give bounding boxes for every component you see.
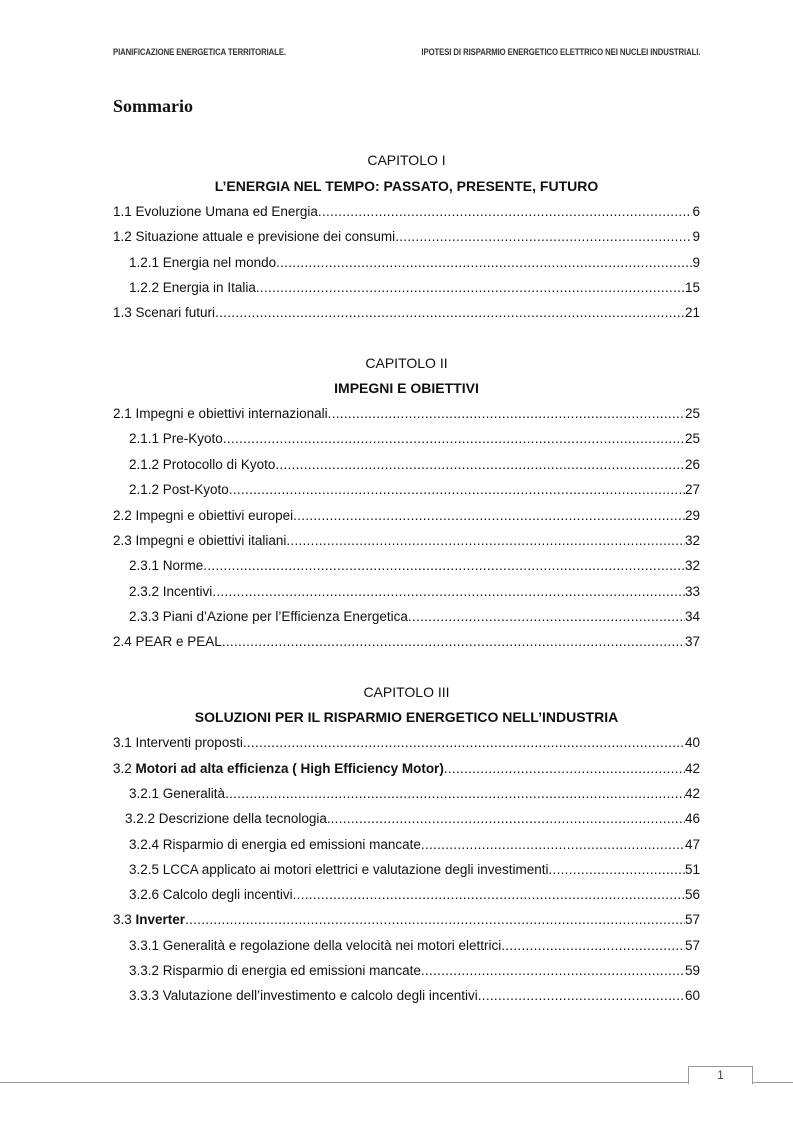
chapter-2-label: CAPITOLO II xyxy=(365,355,448,371)
chapter-1-label: CAPITOLO I xyxy=(367,152,446,168)
toc-entry-text: 3.2.2 Descrizione della tecnologia. xyxy=(125,811,331,826)
toc-entry-text: 2.3 Impegni e obiettivi italiani xyxy=(113,533,287,548)
toc-page: 59 xyxy=(684,963,700,978)
toc-entry-text: 1.1 Evoluzione Umana ed Energia xyxy=(113,204,318,219)
toc-entry-text: 1.2.1 Energia nel mondo xyxy=(129,255,277,270)
toc-entry-text: 1.3 Scenari futuri xyxy=(113,305,216,320)
toc-leader xyxy=(243,735,685,750)
toc-leader xyxy=(331,811,685,826)
toc-leader xyxy=(223,431,685,446)
toc-entry-text: 2.1.2 Post-Kyoto xyxy=(129,482,229,497)
toc-entry[interactable] xyxy=(113,988,700,1008)
toc-entry-text: 3.3.1 Generalità e regolazione della velocità nei motori elettrici xyxy=(129,938,502,953)
toc-entry[interactable] xyxy=(113,634,700,654)
toc-entry-text: 2.1.2 Protocollo di Kyoto xyxy=(129,457,276,472)
toc-page: 26 xyxy=(684,457,700,472)
toc-leader xyxy=(318,204,693,219)
toc-leader xyxy=(501,938,685,953)
toc-leader xyxy=(215,305,685,320)
toc-entry[interactable] xyxy=(113,887,700,907)
toc-entry-text: 2.4 PEAR e PEAL xyxy=(113,634,222,649)
toc-leader xyxy=(444,761,685,776)
toc-entry-text: 3.2.6 Calcolo degli incentivi xyxy=(129,887,293,902)
toc-page: 40 xyxy=(684,735,700,750)
toc-leader xyxy=(212,584,685,599)
toc-entry-text: 3.3.2 Risparmio di energia ed emissioni mancate xyxy=(129,963,421,978)
toc-entry[interactable] xyxy=(113,609,700,629)
toc-leader xyxy=(293,508,685,523)
toc-leader xyxy=(275,457,685,472)
toc-leader xyxy=(548,862,684,877)
toc-page: 42 xyxy=(684,786,700,801)
toc-entry-text xyxy=(113,912,185,927)
toc-page: 32 xyxy=(684,533,700,548)
toc-entry[interactable] xyxy=(113,786,700,806)
toc-leader xyxy=(408,609,685,624)
toc-page: 47 xyxy=(684,837,700,852)
toc-leader xyxy=(222,634,685,649)
toc-entry[interactable] xyxy=(113,963,700,983)
toc-entry-text: 2.3.2 Incentivi xyxy=(129,584,213,599)
toc-leader xyxy=(478,988,685,1003)
toc-entry[interactable] xyxy=(113,229,700,249)
toc-page: 37 xyxy=(684,634,700,649)
toc-page: 56 xyxy=(684,887,700,902)
toc-entry[interactable] xyxy=(113,862,700,882)
toc-leader xyxy=(286,533,685,548)
toc-page: 25 xyxy=(684,406,700,421)
toc-entry-text: 2.1 Impegni e obiettivi internazionali xyxy=(113,406,328,421)
chapter-3-title: SOLUZIONI PER IL RISPARMIO ENERGETICO NELL’INDUSTRIA xyxy=(194,709,619,725)
toc-page: 57 xyxy=(684,938,700,953)
toc-entry-text: 2.2 Impegni e obiettivi europei xyxy=(113,508,294,523)
toc-page: 33 xyxy=(684,584,700,599)
toc-entry-text: 1.2 Situazione attuale e previsione dei consumi xyxy=(113,229,396,244)
toc-entry-text: 1.2.2 Energia in Italia xyxy=(129,280,256,295)
toc-entry[interactable] xyxy=(113,837,700,857)
toc-entry-number: 3.2 xyxy=(113,761,136,776)
toc-entry[interactable] xyxy=(113,508,700,528)
toc-leader xyxy=(395,229,692,244)
chapter-1-title: L’ENERGIA NEL TEMPO: PASSATO, PRESENTE, FUTURO xyxy=(214,178,599,194)
toc-entry[interactable] xyxy=(113,761,700,781)
page-number: 1 xyxy=(688,1066,753,1084)
toc-entry-text: 3.2.1 Generalità xyxy=(129,786,226,801)
toc-entry[interactable] xyxy=(113,938,700,958)
toc-entry[interactable] xyxy=(113,431,700,451)
header-right: IPOTESI DI RISPARMIO ENERGETICO ELETTRICO NEI NUCLEI INDUSTRIALI. xyxy=(421,47,701,57)
toc-entry-text: 3.1 Interventi proposti xyxy=(113,735,243,750)
toc-entry-text: 2.1.1 Pre-Kyoto xyxy=(129,431,223,446)
toc-leader xyxy=(225,786,685,801)
toc-leader xyxy=(229,482,685,497)
toc-leader xyxy=(421,837,685,852)
toc-entry[interactable] xyxy=(113,558,700,578)
toc-entry-text: 3.3.3 Valutazione dell’investimento e calcolo degli incentivi xyxy=(129,988,478,1003)
toc-page: 51 xyxy=(684,862,700,877)
toc-page: 46 xyxy=(684,811,700,826)
chapter-3-label: CAPITOLO III xyxy=(363,684,450,700)
toc-entry[interactable] xyxy=(113,280,700,300)
toc-page: 42 xyxy=(684,761,700,776)
toc-page: 34 xyxy=(684,609,700,624)
toc-leader xyxy=(421,963,685,978)
page-title: Sommario xyxy=(113,96,193,116)
toc-leader xyxy=(203,558,685,573)
toc-entry-text xyxy=(113,761,444,776)
toc-page: 15 xyxy=(684,280,700,295)
toc-page: 6 xyxy=(692,204,700,219)
header-left: PIANIFICAZIONE ENERGETICA TERRITORIALE. xyxy=(113,47,286,57)
toc-page: 27 xyxy=(684,482,700,497)
toc-entry[interactable] xyxy=(113,533,700,553)
footer-rule xyxy=(0,1082,793,1083)
toc-page: 25 xyxy=(684,431,700,446)
toc-leader xyxy=(293,887,685,902)
toc-entry[interactable] xyxy=(113,204,700,224)
toc-page: 21 xyxy=(684,305,700,320)
running-header xyxy=(113,47,700,61)
toc-page: 60 xyxy=(684,988,700,1003)
toc-entry[interactable] xyxy=(113,255,700,275)
toc-entry-number: 3.3 xyxy=(113,912,136,927)
toc-page: 9 xyxy=(692,229,700,244)
toc-entry[interactable] xyxy=(113,811,700,831)
toc-page: 57 xyxy=(684,912,700,927)
chapter-2-title: IMPEGNI E OBIETTIVI xyxy=(334,380,479,396)
toc-entry[interactable] xyxy=(113,912,700,932)
toc-leader xyxy=(185,912,685,927)
toc-page: 32 xyxy=(684,558,700,573)
toc-entry-bold: Motori ad alta efficienza ( High Efficiency Motor) xyxy=(135,761,444,776)
toc-leader xyxy=(256,280,685,295)
toc-entry-text: 2.3.1 Norme xyxy=(129,558,204,573)
toc-entry-text: 3.2.4 Risparmio di energia ed emissioni mancate xyxy=(129,837,421,852)
toc-entry-text: 2.3.3 Piani d’Azione per l’Efficienza Energetica xyxy=(129,609,408,624)
toc-page: 9 xyxy=(692,255,700,270)
toc-entry[interactable] xyxy=(113,584,700,604)
toc-entry[interactable] xyxy=(113,457,700,477)
toc-entry-bold: Inverter xyxy=(135,912,186,927)
toc-page: 29 xyxy=(684,508,700,523)
toc-entry[interactable] xyxy=(113,482,700,502)
toc-entry[interactable] xyxy=(113,305,700,325)
toc-leader xyxy=(328,406,685,421)
toc-entry[interactable] xyxy=(113,735,700,755)
toc-entry[interactable] xyxy=(113,406,700,426)
toc-leader xyxy=(276,255,692,270)
toc-entry-text: 3.2.5 LCCA applicato ai motori elettrici e valutazione degli investimenti xyxy=(129,862,549,877)
